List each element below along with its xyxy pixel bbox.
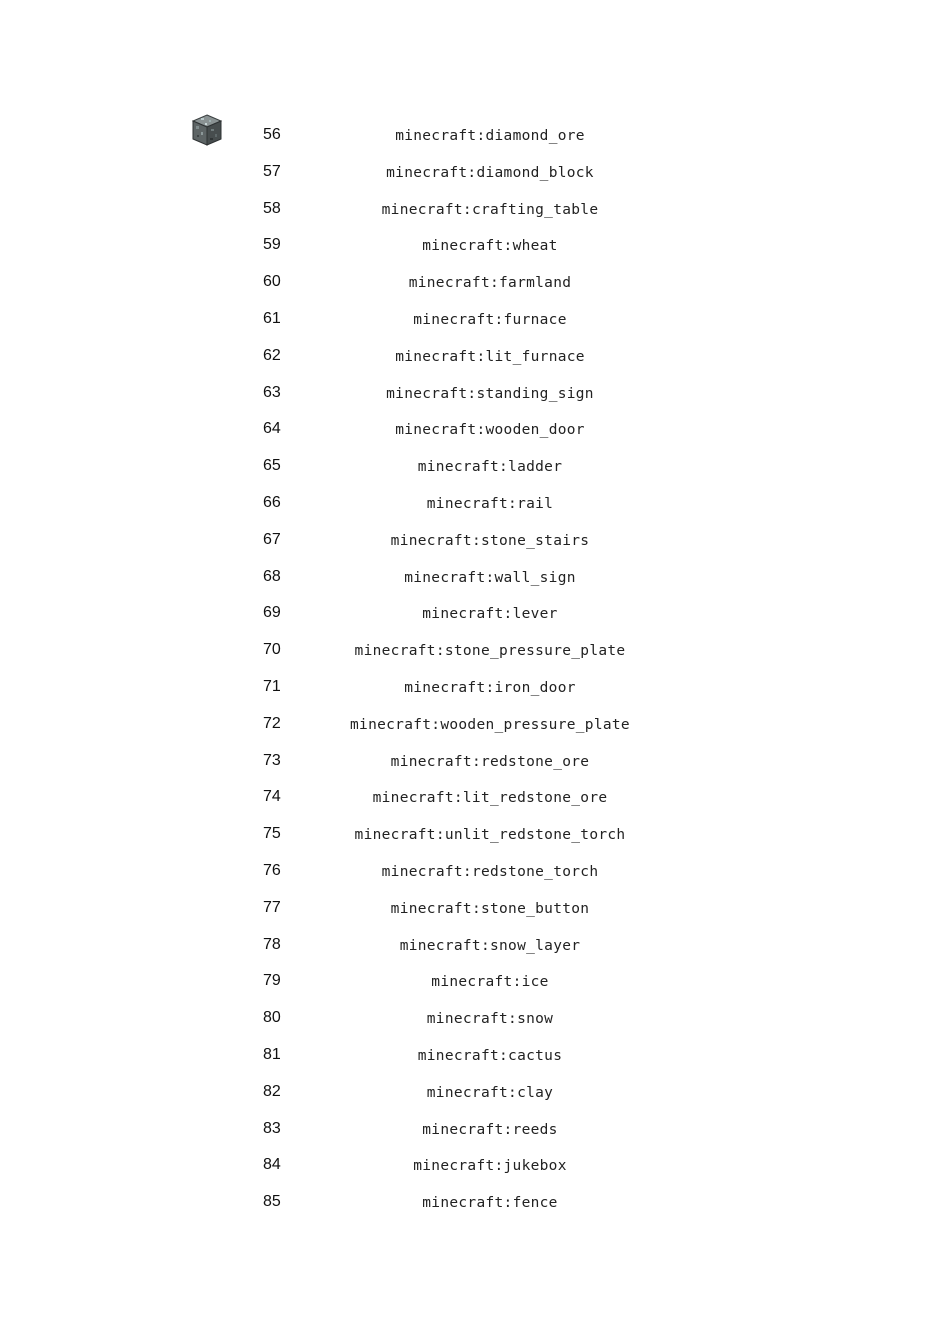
block-name: minecraft:lit_furnace xyxy=(395,348,585,365)
list-item xyxy=(0,338,950,375)
block-name: minecraft:fence xyxy=(422,1195,558,1212)
list-item xyxy=(0,963,950,1000)
block-name: minecraft:redstone_torch xyxy=(381,863,599,880)
block-id-list xyxy=(0,117,950,1221)
block-id-number: 71 xyxy=(263,677,281,695)
block-name: minecraft:iron_door xyxy=(404,679,576,696)
list-item xyxy=(0,853,950,890)
block-name: minecraft:ladder xyxy=(417,459,563,476)
block-id-number: 85 xyxy=(263,1193,281,1211)
block-name: minecraft:crafting_table xyxy=(381,201,599,218)
block-id-number: 78 xyxy=(263,935,281,953)
block-name: minecraft:stone_pressure_plate xyxy=(354,643,626,660)
list-item xyxy=(0,779,950,816)
block-id-number: 68 xyxy=(263,567,281,585)
block-id-number: 82 xyxy=(263,1082,281,1100)
block-id-number: 67 xyxy=(263,530,281,548)
block-id-number: 77 xyxy=(263,898,281,916)
list-item xyxy=(0,411,950,448)
block-id-number: 57 xyxy=(263,162,281,180)
list-item xyxy=(0,522,950,559)
block-name: minecraft:snow_layer xyxy=(399,937,581,954)
block-name: minecraft:redstone_ore xyxy=(390,753,590,770)
block-id-number: 64 xyxy=(263,420,281,438)
list-item xyxy=(0,927,950,964)
block-id-number: 59 xyxy=(263,236,281,254)
list-item xyxy=(0,264,950,301)
list-item xyxy=(0,448,950,485)
block-name: minecraft:reeds xyxy=(422,1121,558,1138)
list-item xyxy=(0,669,950,706)
list-item xyxy=(0,1000,950,1037)
block-id-number: 66 xyxy=(263,493,281,511)
block-name: minecraft:unlit_redstone_torch xyxy=(354,827,626,844)
block-name: minecraft:wooden_door xyxy=(395,422,585,439)
block-id-number: 63 xyxy=(263,383,281,401)
block-name: minecraft:lit_redstone_ore xyxy=(372,790,608,807)
list-item xyxy=(0,632,950,669)
block-name: minecraft:cactus xyxy=(417,1047,563,1064)
block-id-number: 73 xyxy=(263,751,281,769)
block-name: minecraft:clay xyxy=(426,1084,554,1101)
list-item xyxy=(0,117,950,154)
block-id-number: 80 xyxy=(263,1009,281,1027)
list-item xyxy=(0,1184,950,1221)
block-name: minecraft:wheat xyxy=(422,238,558,255)
block-id-number: 62 xyxy=(263,346,281,364)
block-name: minecraft:diamond_block xyxy=(386,164,594,181)
block-id-number: 72 xyxy=(263,714,281,732)
block-name: minecraft:furnace xyxy=(413,311,567,328)
list-item xyxy=(0,1037,950,1074)
block-name: minecraft:rail xyxy=(426,495,554,512)
list-item xyxy=(0,227,950,264)
block-id-number: 60 xyxy=(263,273,281,291)
block-id-number: 61 xyxy=(263,309,281,327)
list-item xyxy=(0,1074,950,1111)
list-item xyxy=(0,154,950,191)
list-item xyxy=(0,1147,950,1184)
block-id-number: 74 xyxy=(263,788,281,806)
block-name: minecraft:diamond_ore xyxy=(395,128,585,144)
block-name: minecraft:wall_sign xyxy=(404,569,576,586)
block-name: minecraft:ice xyxy=(431,974,549,991)
block-id-number: 75 xyxy=(263,825,281,843)
list-item xyxy=(0,595,950,632)
block-id-number: 79 xyxy=(263,972,281,990)
block-name: minecraft:wooden_pressure_plate xyxy=(350,716,630,733)
block-name: minecraft:snow xyxy=(426,1011,554,1028)
block-name: minecraft:jukebox xyxy=(413,1158,567,1175)
block-name: minecraft:lever xyxy=(422,606,558,623)
block-id-number: 84 xyxy=(263,1156,281,1174)
list-item xyxy=(0,890,950,927)
block-name: minecraft:stone_button xyxy=(390,900,590,917)
list-item xyxy=(0,1111,950,1148)
block-id-number: 83 xyxy=(263,1119,281,1137)
block-name: minecraft:farmland xyxy=(408,275,572,292)
list-item xyxy=(0,301,950,338)
block-id-number: 58 xyxy=(263,199,281,217)
list-item xyxy=(0,191,950,228)
block-id-number: 70 xyxy=(263,641,281,659)
list-item xyxy=(0,743,950,780)
block-name: minecraft:stone_stairs xyxy=(390,532,590,549)
list-item xyxy=(0,485,950,522)
list-item xyxy=(0,816,950,853)
list-item xyxy=(0,706,950,743)
block-id-number: 81 xyxy=(263,1045,281,1063)
list-item xyxy=(0,559,950,596)
block-id-number: 56 xyxy=(263,126,281,143)
block-id-number: 65 xyxy=(263,457,281,475)
list-item xyxy=(0,375,950,412)
block-id-number: 69 xyxy=(263,604,281,622)
block-id-number: 76 xyxy=(263,861,281,879)
block-name: minecraft:standing_sign xyxy=(386,385,594,402)
